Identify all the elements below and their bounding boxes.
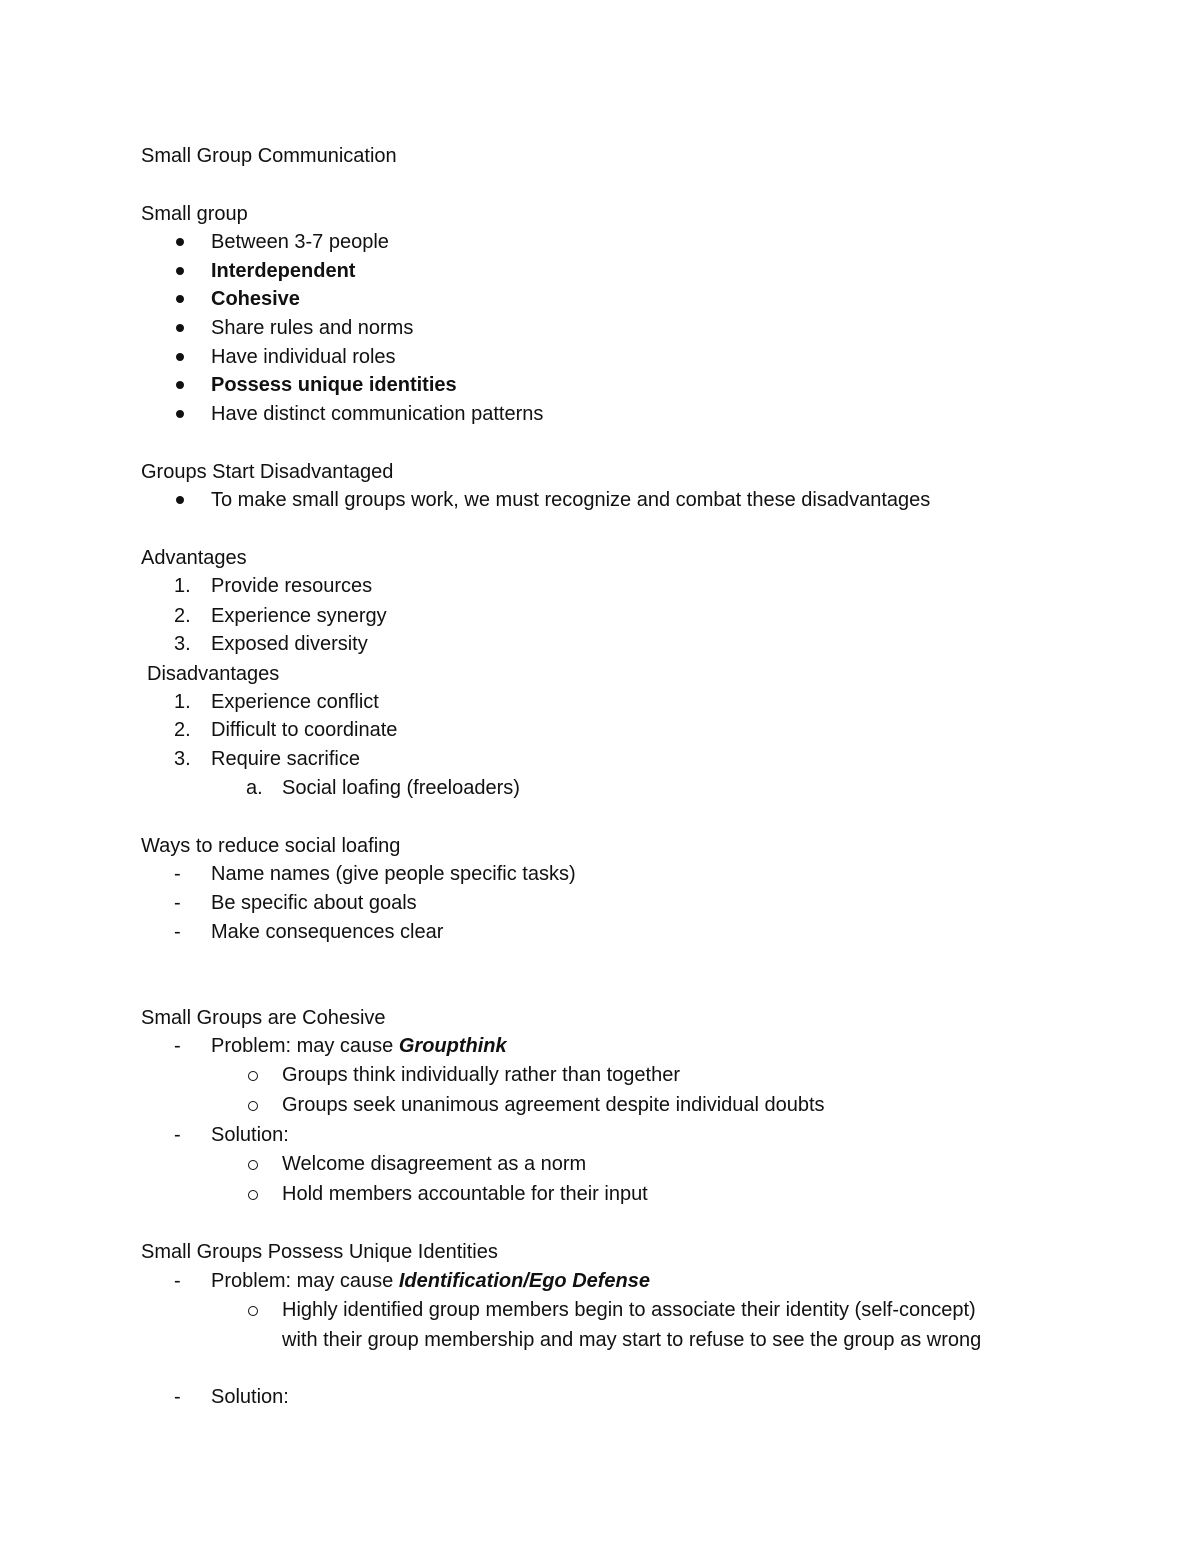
list-item: Experience synergy [211,605,387,627]
section-heading-disadvantages: Disadvantages [147,663,280,685]
list-item: Share rules and norms [211,317,414,339]
list-dash: - [174,863,181,885]
bullet-dot [176,324,184,332]
problem-term: Identification/Ego Defense [398,1270,651,1292]
bullet-dot [176,410,184,418]
document-title: Small Group Communication [141,145,397,167]
list-number: 2. [174,605,191,627]
bullet-dot [176,381,184,389]
list-dash: - [174,1270,181,1292]
list-item: Require sacrifice [211,748,360,770]
bullet-dot [176,267,184,275]
list-item: Possess unique identities [211,374,457,396]
list-item: Social loafing (freeloaders) [282,777,520,799]
list-item: Between 3-7 people [211,231,389,253]
bullet-dot [176,353,184,361]
list-item: Exposed diversity [211,633,368,655]
list-item: Cohesive [211,288,300,310]
section-heading-start-disadvantaged: Groups Start Disadvantaged [141,461,394,483]
section-heading-identities: Small Groups Possess Unique Identities [141,1241,498,1263]
bullet-dot [176,238,184,246]
bullet-dot [176,295,184,303]
list-item-continuation: with their group membership and may start to refuse to see the group as wrong [282,1329,982,1351]
list-item: Make consequences clear [211,921,444,943]
list-item: Have distinct communication patterns [211,403,544,425]
problem-term: Groupthink [398,1035,507,1057]
problem-prefix: Problem: may cause [211,1035,399,1057]
solution-label: Solution: [211,1386,289,1408]
problem-prefix: Problem: may cause [211,1270,399,1292]
list-item: Groups seek unanimous agreement despite individual doubts [282,1094,825,1116]
list-dash: - [174,892,181,914]
list-dash: - [174,1124,181,1146]
problem-line [211,1269,650,1293]
list-number: 1. [174,575,191,597]
list-item: Interdependent [211,260,356,282]
bullet-dot [176,496,184,504]
list-letter: a. [246,777,263,799]
section-heading-advantages: Advantages [141,547,247,569]
bullet-circle [248,1101,258,1111]
list-dash: - [174,921,181,943]
list-item: Highly identified group members begin to associate their identity (self-concept) [282,1299,976,1321]
list-number: 2. [174,719,191,741]
bullet-circle [248,1160,258,1170]
list-item: Provide resources [211,575,373,597]
solution-label: Solution: [211,1124,289,1146]
list-number: 1. [174,691,191,713]
list-item: Difficult to coordinate [211,719,398,741]
list-item: To make small groups work, we must recognize and combat these disadvantages [211,489,931,511]
list-item: Welcome disagreement as a norm [282,1153,587,1175]
bullet-circle [248,1190,258,1200]
section-heading-social-loafing: Ways to reduce social loafing [141,835,401,857]
bullet-circle [248,1306,258,1316]
problem-line [211,1034,507,1058]
list-item: Have individual roles [211,346,396,368]
bullet-circle [248,1071,258,1081]
list-item: Be specific about goals [211,892,417,914]
list-number: 3. [174,748,191,770]
section-heading-small-group: Small group [141,203,248,225]
list-number: 3. [174,633,191,655]
list-dash: - [174,1386,181,1408]
list-item: Name names (give people specific tasks) [211,863,576,885]
list-dash: - [174,1035,181,1057]
list-item: Experience conflict [211,691,379,713]
list-item: Groups think individually rather than together [282,1064,681,1086]
section-heading-cohesive: Small Groups are Cohesive [141,1007,386,1029]
list-item: Hold members accountable for their input [282,1183,648,1205]
